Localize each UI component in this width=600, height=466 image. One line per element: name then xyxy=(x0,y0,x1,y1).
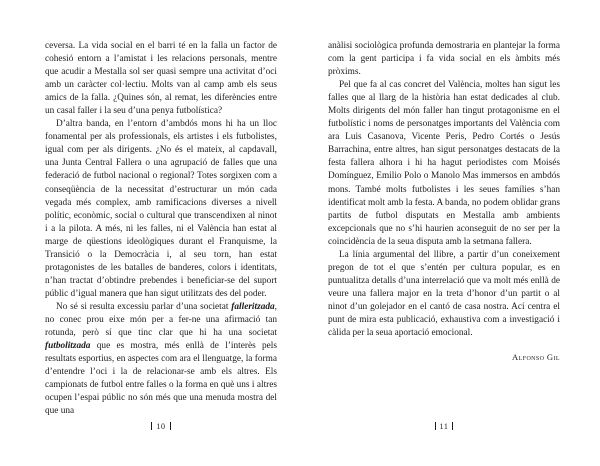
left-paragraph-2: D’altra banda, en l’entorn d’ambdós mons hi ha un lloc fonamental per als professionals, els artistes i els futbolistes, igual com per als dirigents. ¿No és el mateix, al capdavall, una Junta Central Fallera o una agrupació de falles que una federació de futbol nacional o regional? Totes sorgixen com a conseqüència de la necessitat d’estructurar un món cada vegada més complex, amb ramificacions diverses a nivell polític, econòmic, social o cultural que transcendixen al ninot i a la pilota. A més, ni les falles, ni el València han estat al marge de qüestions ideològiques durant el Franquisme, la Transició o la Democràcia i, al seu torn, han estat protagonistes de les batalles de banderes, colors i identitats, n’han tractat d’obtindre prebendes i beneficiar-se del suport públic d’igual manera que han sigut utilitzats des del poder. xyxy=(45,119,277,299)
folio-divider xyxy=(151,422,152,430)
author-signature: Alfonso Gil xyxy=(512,352,560,363)
right-paragraph-1: anàlisi sociològica profunda demostraria en plantejar la forma com la gent participa i fa vida social en els àmbits més pròxims. xyxy=(328,41,560,78)
left-paragraph-3-text-c: que es mostra, més enllà de l’interès pels resultats esportius, en aspectes com ara el llenguatge, la forma d’entendre l’oci i la de relacionar-se amb els altres. Els campionats de futbol entre falles o la forma en què uns i altres ocupen l’espai públic no són més que una menuda mostra del que una xyxy=(45,341,277,417)
left-paragraph-3-text-b: , no conec prou eixe món per a fer-ne una afirmació tan rotunda, però sí que tinc clar que hi ha una societat xyxy=(45,301,277,339)
emphasis-falleritzada: falleritzada xyxy=(231,301,275,312)
page-number-right-value: 11 xyxy=(439,422,449,431)
left-paragraph-1: ceversa. La vida social en el barri té en la falla un factor de cohesió entorn a l’amistat i les relacions personals, mentre que acudir a Mestalla sol ser quasi sempre una activitat d’oci amb un caràcter col·lectiu. Molts van al camp amb els seus amics de la falla. ¿Quines són, al remat, les diferències entre un casal faller i la seu d’una penya futbolística? xyxy=(45,41,277,117)
left-paragraph-3 xyxy=(45,301,277,418)
page-number-left xyxy=(45,422,277,431)
left-paragraph-3-text-a: No sé si resulta excessiu parlar d’una societat xyxy=(56,301,232,312)
page-number-left-value: 10 xyxy=(156,422,166,431)
right-paragraph-2: Pel que fa al cas concret del València, moltes han sigut les falles que al llarg de la història han estat dedicades al club. Molts dirigents del món faller han tingut protagonisme en el futbolístic i noms de personatges importants del València com ara Luis Casanova, Vicente Peris, Pedro Cortés o Jesús Barrachina, entre altres, han sigut personatges destacats de la festa fallera alhora i hi ha hagut periodistes com Moisés Domínguez, Emilio Polo o Manolo Mas immersos en ambdós mons. També molts futbolistes i les seues famílies s’han identificat molt amb la festa. A banda, no podem oblidar grans partits de futbol disputats en Mestalla amb ambients excepcionals que no s’hi haurien aconseguit de no ser per la coincidència de la seua disputa amb la setmana fallera. xyxy=(328,80,560,247)
right-page xyxy=(328,40,560,362)
left-page xyxy=(45,40,277,418)
folio-divider xyxy=(452,422,453,430)
page-number-right xyxy=(328,422,560,431)
emphasis-futbolitzada: futbolitzada xyxy=(45,341,91,352)
folio-divider xyxy=(435,422,436,430)
folio-divider xyxy=(170,422,171,430)
right-paragraph-3: La línia argumental del llibre, a partir d’un coneixement pregon de tot el que s’entén per cultura popular, es en puntualitza detalls d’una interrelació que va molt més enllà de veure una fallera major en la treta d’honor d’un partit o al ninot d’un golejador en el cantó de casa nostra. Ací centra el punt de mira esta publicació, exhaustiva com a investigació i càlida per la seua aportació emocional. xyxy=(328,249,560,339)
